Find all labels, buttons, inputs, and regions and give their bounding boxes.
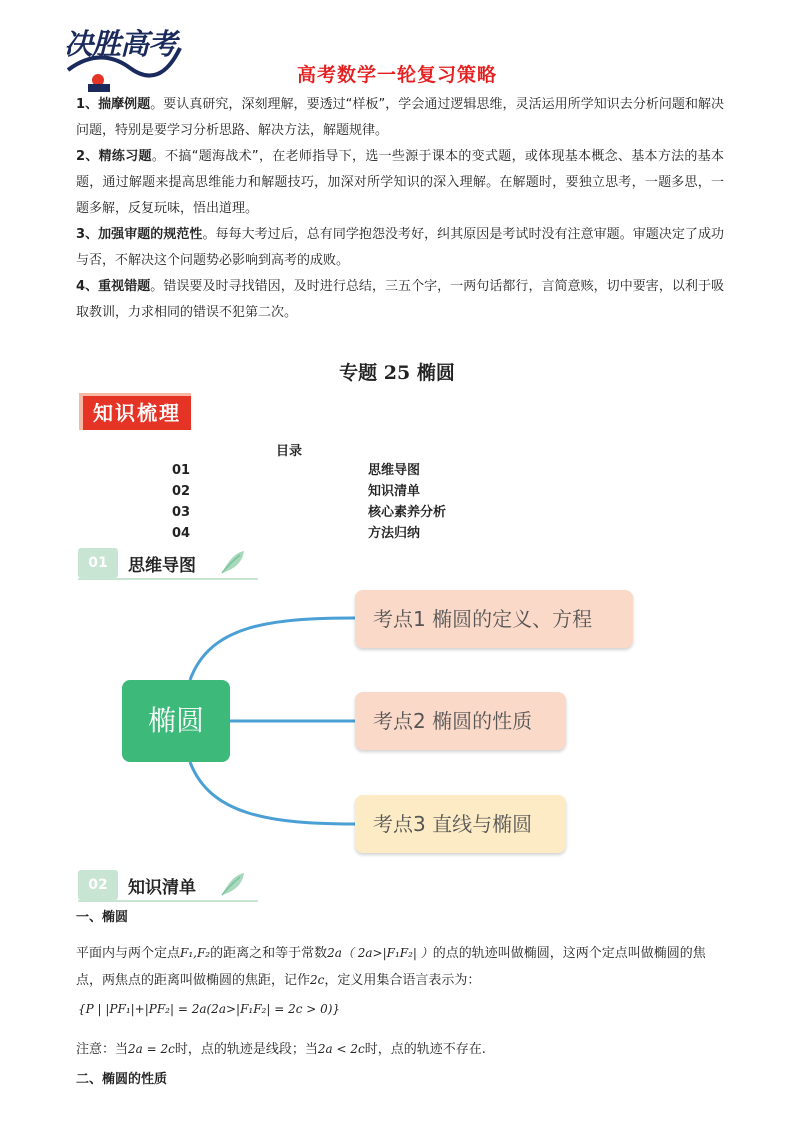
heading-ellipse: 一、椭圆 [76, 910, 129, 925]
section-header-knowledge: 02 知识清单 [78, 870, 258, 900]
toc-list [172, 460, 462, 544]
section-header-mindmap: 01 思维导图 [78, 548, 258, 578]
toc-item[interactable]: 04 方法归纳 [172, 526, 421, 541]
leaf-icon [218, 549, 248, 577]
note-line: 注意：当2a = 2c时，点的轨迹是线段；当2a < 2c时，点的轨迹不存在. [76, 1042, 486, 1057]
set-formula: {P | |PF₁|+|PF₂| = 2a(2a>|F₁F₂| = 2c > 0)} [78, 1002, 341, 1016]
main-title: 高考数学一轮复习策略 [296, 64, 497, 86]
toc-item[interactable]: 02 知识清单 [172, 484, 421, 499]
knowledge-badge: 知识梳理 [79, 393, 191, 430]
mind-map [110, 580, 650, 865]
leaf-icon [218, 871, 248, 899]
mindmap-node-3: 考点3 直线与椭圆 [355, 795, 566, 853]
mindmap-node-2: 考点2 椭圆的性质 [355, 692, 566, 750]
topic-title: 专题 25 椭圆 [339, 362, 455, 384]
logo-text: 决胜高考 [64, 27, 177, 61]
strategy-item: 3、加强审题的规范性。每每大考过后，总有同学抱怨没考好，纠其原因是考试时没有注意审题。审题决定了成功与否，不解决这个问题势必影响到高考的成败。 [76, 227, 724, 268]
mindmap-center-node: 椭圆 [122, 680, 230, 762]
strategy-item: 2、精练习题。不搞“题海战术”，在老师指导下，选一些源于课本的变式题，或体现基本概念、基本方法的基本题，通过解题来提高思维能力和解题技巧，加深对所学知识的深入理解。在解题时，要独立思考，一题多思，一题多解，反复玩味，悟出道理。 [76, 149, 724, 216]
toc-heading: 目录 [276, 444, 303, 459]
strategy-item: 1、揣摩例题。要认真研究，深刻理解，要透过“样板”，学会通过逻辑思维，灵活运用所学知识去分析问题和解决问题，特别是要学习分析思路、解决方法，解题规律。 [76, 97, 724, 138]
heading-properties: 二、椭圆的性质 [76, 1072, 168, 1087]
strategy-item: 4、重视错题。错误要及时寻找错因，及时进行总结，三五个字，一两句话都行，言简意赅，切中要害，以利于吸取教训，力求相同的错误不犯第二次。 [76, 279, 724, 320]
mindmap-node-1: 考点1 椭圆的定义、方程 [355, 590, 633, 648]
toc-item[interactable]: 01 思维导图 [172, 463, 421, 478]
strategy-section [76, 92, 724, 326]
toc-item[interactable]: 03 核心素养分析 [172, 505, 447, 520]
definition-paragraph: 平面内与两个定点F₁,F₂的距离之和等于常数2a（ 2a>|F₁F₂| ）的点的轨迹叫做椭圆，这两个定点叫做椭圆的焦点，两焦点的距离叫做椭圆的焦距，记作2c，定义用集合语言表示为： [76, 946, 706, 988]
